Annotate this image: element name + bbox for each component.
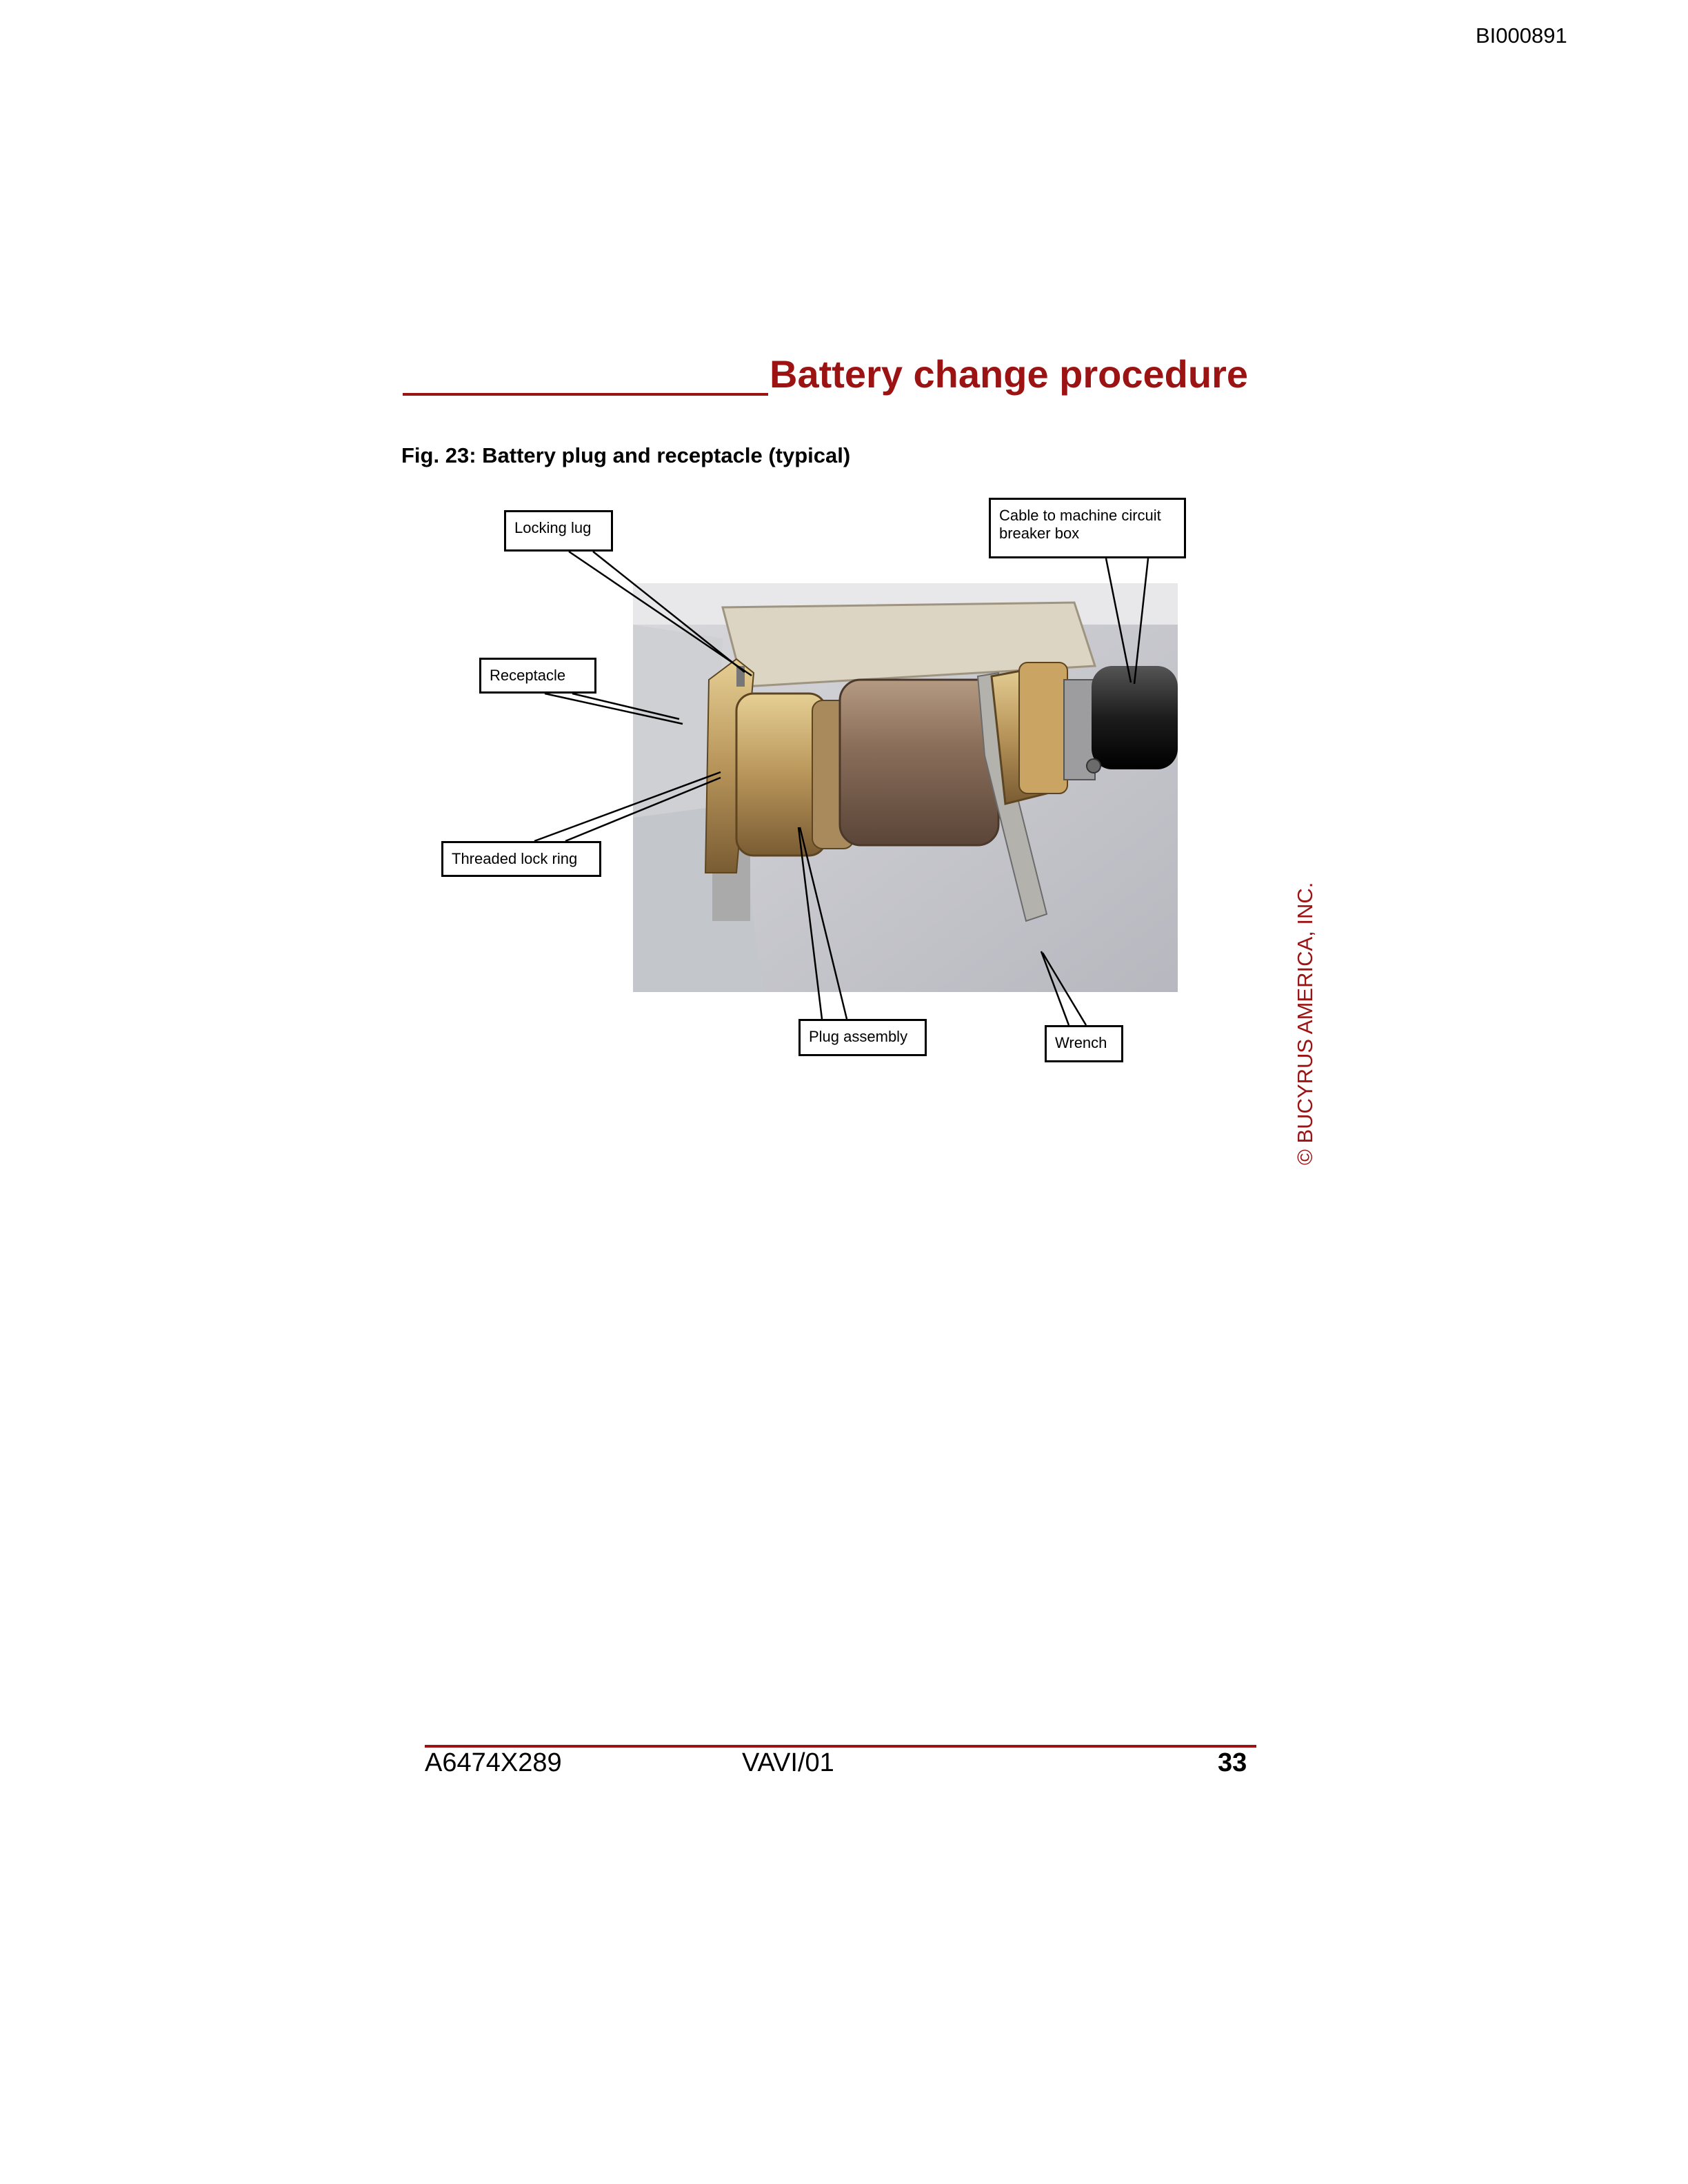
callout-receptacle: Receptacle: [479, 658, 596, 694]
section-title: Battery change procedure: [770, 352, 1248, 396]
callout-cable: Cable to machine circuit breaker box: [989, 498, 1186, 558]
figure-caption: Fig. 23: Battery plug and receptacle (typical): [401, 443, 851, 467]
battery-plug-photo: [633, 583, 1178, 992]
copyright-notice: © BUCYRUS AMERICA, INC.: [1293, 882, 1317, 1165]
footer-doc-number: A6474X289: [425, 1748, 562, 1777]
footer-rule: [425, 1745, 1256, 1748]
page-number: 33: [1218, 1748, 1247, 1777]
callout-threaded-lock-ring: Threaded lock ring: [441, 841, 601, 877]
callout-locking-lug: Locking lug: [504, 510, 613, 552]
title-rule: [403, 393, 768, 396]
footer-version: VAVI/01: [742, 1748, 834, 1777]
callout-plug-assembly: Plug assembly: [798, 1019, 927, 1056]
callout-wrench: Wrench: [1045, 1025, 1123, 1062]
document-id: BI000891: [1476, 23, 1567, 48]
